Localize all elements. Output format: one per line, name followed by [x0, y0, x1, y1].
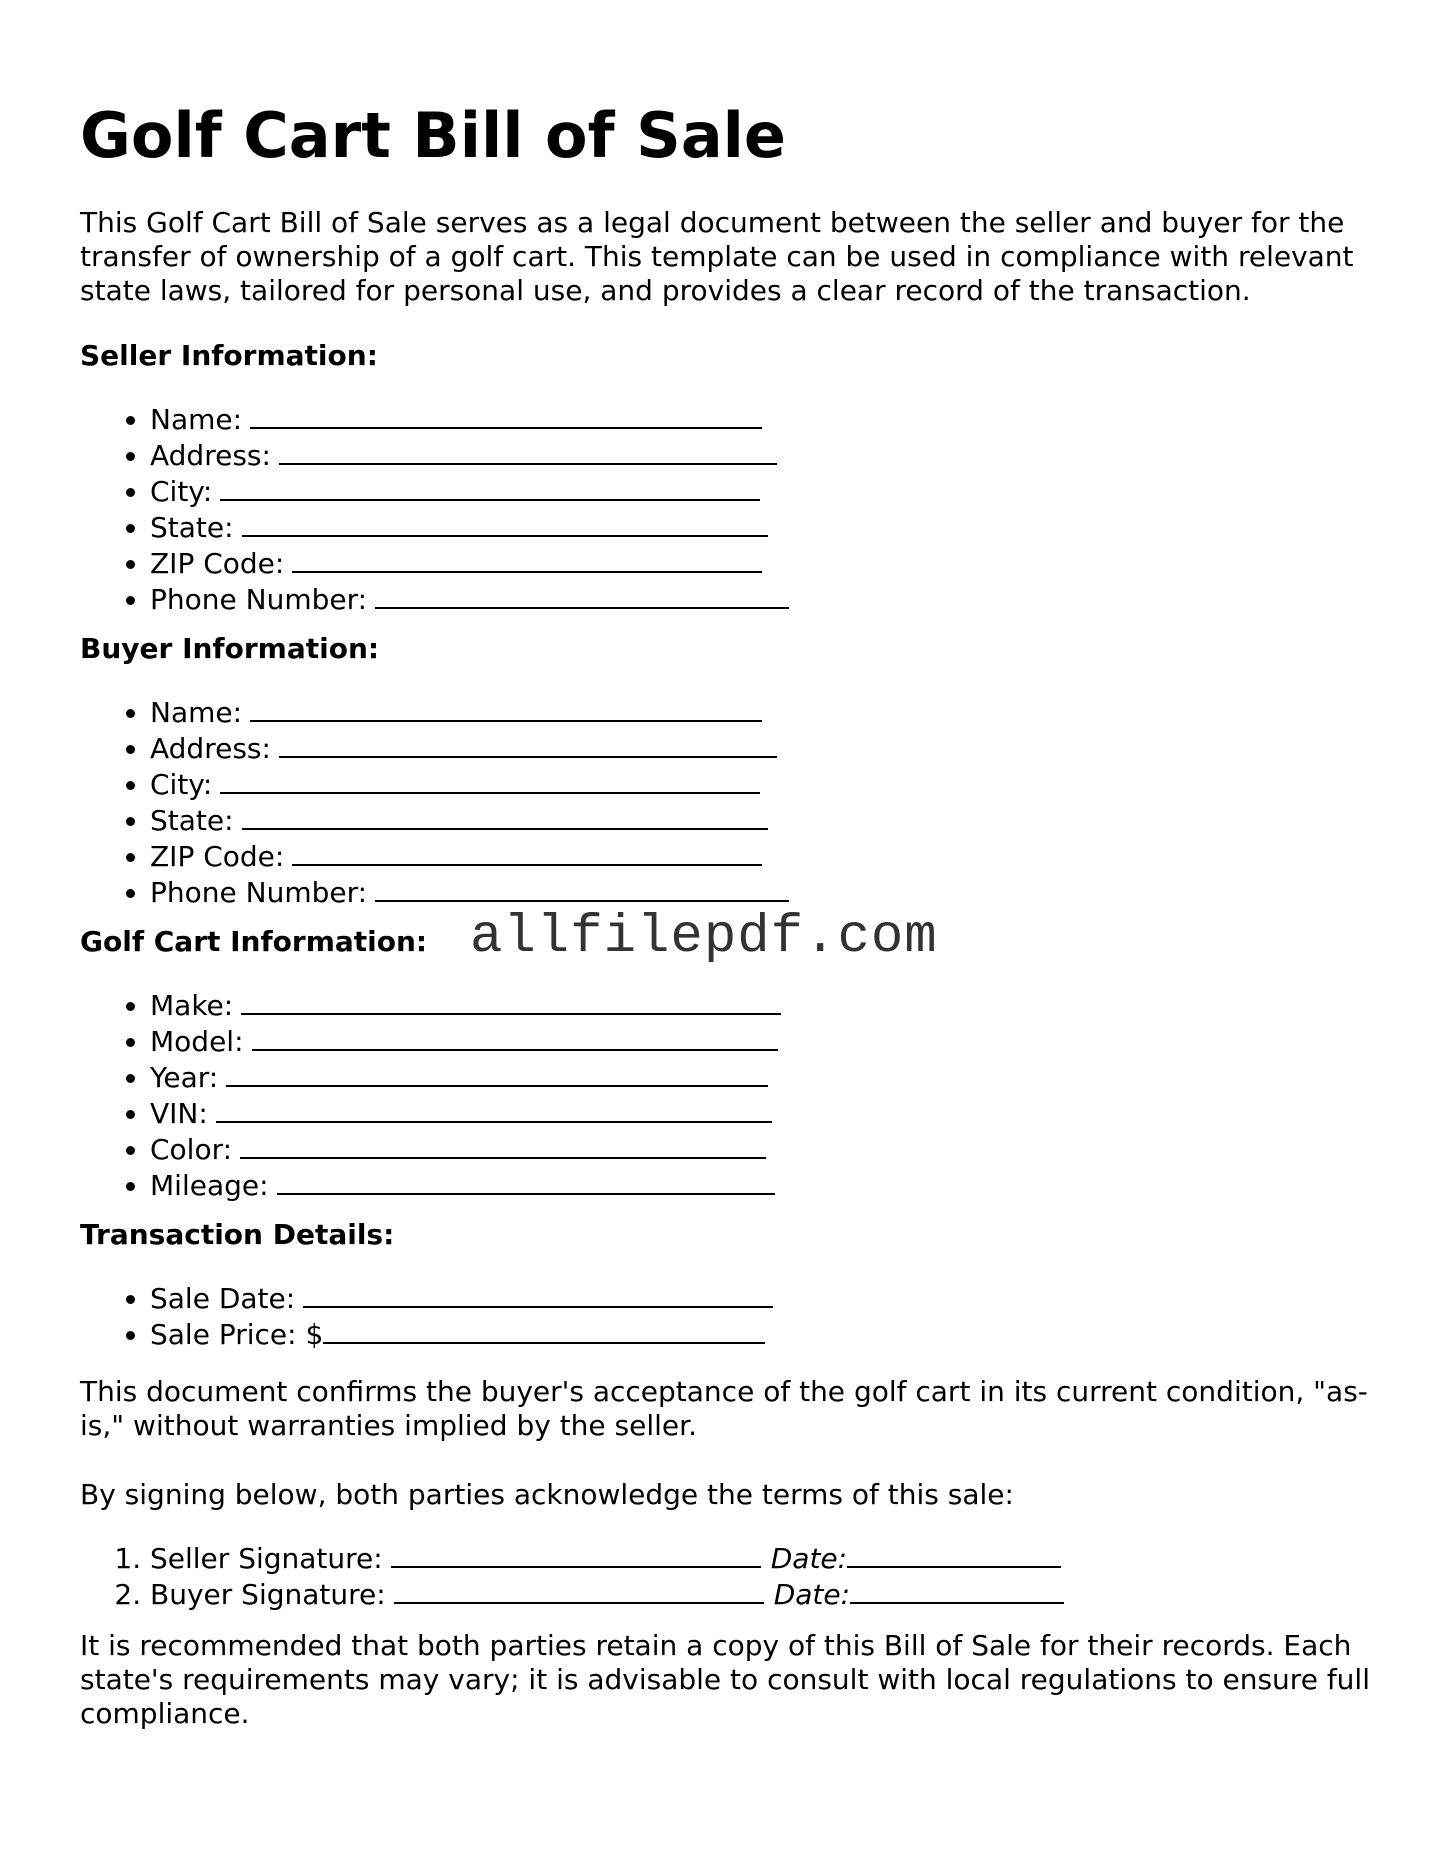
blank-line	[279, 437, 777, 465]
buyer-state-field[interactable]: • State:	[150, 802, 789, 838]
signing-intro: By signing below, both parties acknowledge the terms of this sale:	[80, 1478, 1014, 1511]
blank-line	[241, 987, 781, 1015]
blank-line	[292, 545, 762, 573]
seller-state-field[interactable]: • State:	[150, 509, 789, 545]
cart-year-field[interactable]: • Year:	[150, 1059, 781, 1095]
buyer-signature-row[interactable]: 2. Buyer Signature: Date:	[150, 1576, 1064, 1612]
cart-heading: Golf Cart Information:	[80, 925, 428, 958]
blank-line	[375, 581, 789, 609]
date-line	[847, 1540, 1061, 1568]
blank-line	[303, 1280, 773, 1308]
transaction-fields	[80, 1280, 773, 1352]
intro-paragraph: This Golf Cart Bill of Sale serves as a legal document between the seller and buyer for the transfer of ownership of a golf cart. This template can be used in compliance with relevant state laws, tailored for personal use, and provides a clear record of the transaction.	[80, 206, 1354, 307]
seller-phone-field[interactable]: • Phone Number:	[150, 581, 789, 617]
signature-line	[391, 1540, 761, 1568]
cart-mileage-field[interactable]: • Mileage:	[150, 1167, 781, 1203]
as-is-paragraph: This document confirms the buyer's acceptance of the golf cart in its current condition, "as-is," without warranties implied by the seller.	[80, 1375, 1368, 1442]
cart-fields	[80, 987, 781, 1203]
blank-line	[252, 1023, 778, 1051]
sale-date-field[interactable]: • Sale Date:	[150, 1280, 773, 1316]
blank-line	[250, 401, 762, 429]
buyer-city-field[interactable]: • City:	[150, 766, 789, 802]
buyer-heading: Buyer Information:	[80, 632, 380, 665]
cart-make-field[interactable]: • Make:	[150, 987, 781, 1023]
closing-paragraph: It is recommended that both parties retain a copy of this Bill of Sale for their records. Each state's requirements may vary; it is advisable to consult with local regulations to ensure full compliance.	[80, 1629, 1370, 1730]
seller-fields	[80, 401, 789, 617]
seller-heading: Seller Information:	[80, 339, 378, 372]
seller-signature-row[interactable]: 1. Seller Signature: Date:	[150, 1540, 1064, 1576]
cart-vin-field[interactable]: • VIN:	[150, 1095, 781, 1131]
transaction-heading: Transaction Details:	[80, 1218, 395, 1251]
blank-line	[220, 473, 760, 501]
date-line	[850, 1576, 1064, 1604]
seller-name-field[interactable]: • Name:	[150, 401, 789, 437]
blank-line	[242, 802, 768, 830]
buyer-phone-field[interactable]: • Phone Number:	[150, 874, 789, 910]
buyer-address-field[interactable]: • Address:	[150, 730, 789, 766]
watermark-text: allfilepdf.com	[470, 907, 938, 968]
cart-model-field[interactable]: • Model:	[150, 1023, 781, 1059]
blank-line	[240, 1131, 766, 1159]
blank-line	[220, 766, 760, 794]
seller-city-field[interactable]: • City:	[150, 473, 789, 509]
blank-line	[250, 694, 762, 722]
buyer-fields	[80, 694, 789, 910]
signature-line	[394, 1576, 764, 1604]
blank-line	[279, 730, 777, 758]
buyer-name-field[interactable]: • Name:	[150, 694, 789, 730]
document-title: Golf Cart Bill of Sale	[80, 99, 786, 172]
blank-line	[292, 838, 762, 866]
signature-list	[80, 1540, 1064, 1612]
cart-color-field[interactable]: • Color:	[150, 1131, 781, 1167]
seller-address-field[interactable]: • Address:	[150, 437, 789, 473]
buyer-date-label: Date:	[773, 1578, 851, 1611]
sale-price-field[interactable]: • Sale Price: $	[150, 1316, 773, 1352]
blank-line	[242, 509, 768, 537]
blank-line	[226, 1059, 768, 1087]
seller-date-label: Date:	[770, 1542, 848, 1575]
blank-line	[277, 1167, 775, 1195]
blank-line	[323, 1316, 765, 1344]
blank-line	[375, 874, 789, 902]
buyer-zip-field[interactable]: • ZIP Code:	[150, 838, 789, 874]
seller-zip-field[interactable]: • ZIP Code:	[150, 545, 789, 581]
blank-line	[216, 1095, 772, 1123]
